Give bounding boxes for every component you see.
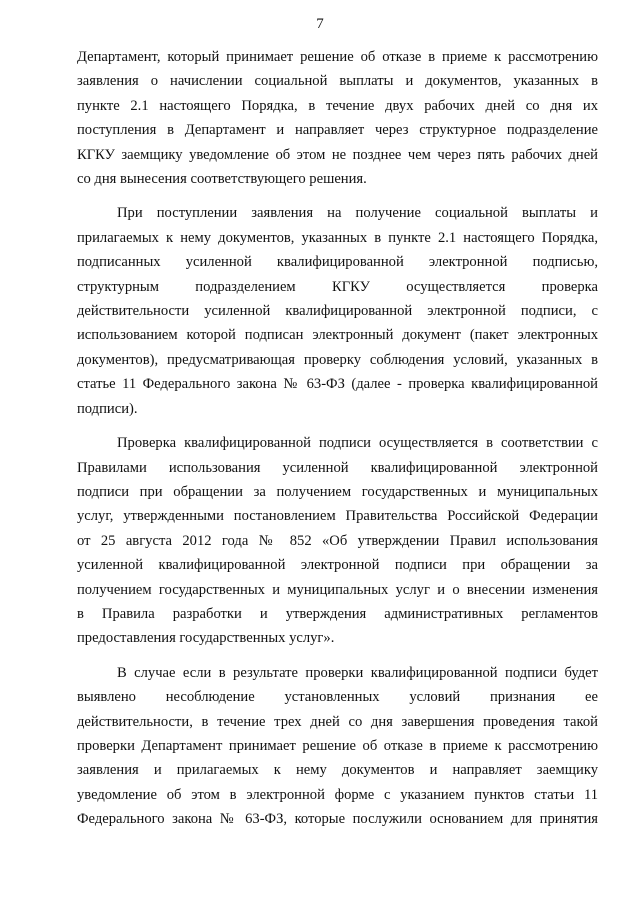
text-line: заявления о начислении социальной выплаты и документов, указанных в — [77, 73, 598, 90]
text-line: структурным подразделением КГКУ осуществляется проверка — [77, 278, 598, 295]
text-line: поступления в Департамент и направляет через структурное подразделение — [77, 122, 598, 139]
text-line: КГКУ заемщику уведомление об этом не позднее чем через пять рабочих дней — [77, 146, 598, 163]
text-line: заявления и прилагаемых к нему документов и направляет заемщику — [77, 762, 598, 779]
text-line: от 25 августа 2012 года № 852 «Об утверждении Правил использования — [77, 532, 598, 549]
text-line: в Правила разработки и утверждения административных регламентов — [77, 605, 598, 622]
text-line: статье 11 Федерального закона № 63-ФЗ (далее - проверка квалифицированной — [77, 376, 598, 393]
text-line: усиленной квалифицированной электронной подписи при обращении за — [77, 557, 598, 574]
text-line: подписанных усиленной квалифицированной электронной подписью, — [77, 254, 598, 271]
text-line: выявлено несоблюдение установленных условий признания ее — [77, 689, 598, 706]
text-line: уведомление об этом в электронной форме с указанием пунктов статьи 11 — [77, 786, 598, 803]
paragraph-2 — [77, 201, 598, 421]
text-line: получением государственных и муниципальных услуг и о внесении изменения — [77, 581, 598, 598]
document-body — [77, 45, 598, 842]
paragraph-3 — [77, 431, 598, 651]
text-line: прилагаемых к нему документов, указанных в пункте 2.1 настоящего Порядка, — [77, 229, 598, 246]
text-line: пункте 2.1 настоящего Порядка, в течение двух рабочих дней со дня их — [77, 97, 598, 114]
text-line: предоставления государственных услуг». — [77, 630, 335, 647]
text-line: проверки Департамент принимает решение об отказе в приеме к рассмотрению — [77, 737, 598, 754]
paragraph-4 — [77, 661, 598, 832]
text-line: услуг, утвержденными постановлением Правительства Российской Федерации — [77, 508, 598, 525]
text-line: со дня вынесения соответствующего решения. — [77, 171, 367, 188]
text-line: действительности усиленной квалифицированной электронной подписи, с — [77, 303, 598, 320]
text-line: При поступлении заявления на получение социальной выплаты и — [117, 205, 598, 222]
text-line: документов), предусматривающая проверку соблюдения условий, указанных в — [77, 351, 598, 368]
text-line: Федерального закона № 63-ФЗ, которые послужили основанием для принятия — [77, 811, 598, 828]
text-line: подписи при обращении за получением государственных и муниципальных — [77, 483, 598, 500]
text-line: Департамент, который принимает решение об отказе в приеме к рассмотрению — [77, 49, 598, 65]
paragraph-1 — [77, 45, 598, 191]
page-number: 7 — [316, 16, 324, 32]
text-line: Правилами использования усиленной квалифицированной электронной — [77, 459, 598, 476]
text-line: подписи). — [77, 400, 138, 417]
text-line: действительности, в течение трех дней со дня завершения проведения такой — [77, 713, 598, 730]
text-line: В случае если в результате проверки квалифицированной подписи будет — [117, 664, 598, 681]
text-line: Проверка квалифицированной подписи осуществляется в соответствии с — [117, 435, 598, 452]
text-line: использованием которой подписан электронный документ (пакет электронных — [77, 327, 598, 344]
